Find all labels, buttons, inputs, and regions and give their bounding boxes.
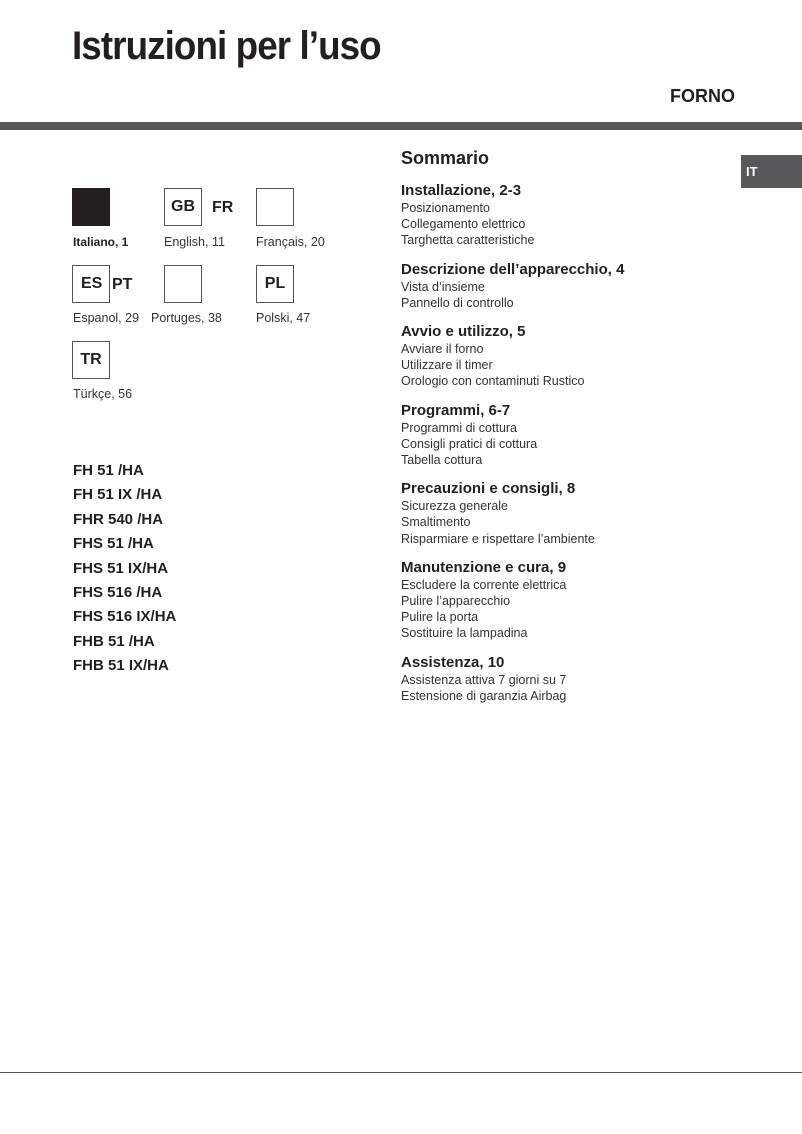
- model-item: FHS 51 IX/HA: [73, 559, 169, 577]
- toc-item: Tabella cottura: [401, 453, 483, 468]
- spanish-label: Espanol, 29: [73, 311, 140, 325]
- empty-box: [164, 265, 202, 303]
- model-item: FH 51 IX /HA: [73, 486, 163, 504]
- toc-section-heading: Avvio e utilizzo, 5: [401, 323, 526, 341]
- model-item: FH 51 /HA: [73, 462, 144, 479]
- model-item: FHS 51 /HA: [73, 535, 154, 553]
- model-item: FHS 516 /HA: [73, 583, 163, 601]
- toc-section: [401, 323, 731, 390]
- polish-label: Polski, 47: [256, 311, 311, 325]
- toc-item: Orologio con contaminuti Rustico: [401, 374, 585, 389]
- pl-box: PL: [256, 265, 294, 303]
- toc-section: [401, 402, 731, 469]
- pt-code: PT: [112, 276, 133, 293]
- footer-divider: [0, 1072, 802, 1073]
- portuguese-label: Portuges, 38: [151, 311, 222, 325]
- gb-box: GB: [164, 188, 202, 226]
- toc-section-heading: Precauzioni e consigli, 8: [401, 480, 576, 498]
- model-item: FHB 51 IX/HA: [73, 657, 169, 675]
- toc-item: Pannello di controllo: [401, 295, 514, 310]
- toc-item: Avviare il forno: [401, 342, 484, 357]
- toc-section: [401, 654, 731, 704]
- toc-item: Collegamento elettrico: [401, 217, 526, 232]
- toc-section: [401, 559, 731, 642]
- toc-section-heading: Assistenza, 10: [401, 653, 505, 671]
- page-title: Istruzioni per l’uso: [72, 24, 381, 68]
- toc-item: Assistenza attiva 7 giorni su 7: [401, 672, 567, 687]
- product-name: FORNO: [670, 86, 735, 106]
- empty-box: [256, 188, 294, 226]
- header-divider: [0, 122, 802, 130]
- toc-title: Sommario: [401, 148, 490, 168]
- model-list: [73, 462, 176, 682]
- es-box: ES: [72, 265, 110, 303]
- toc-item: Pulire l’apparecchio: [401, 594, 511, 609]
- toc-item: Posizionamento: [401, 201, 490, 215]
- toc-item: Programmi di cottura: [401, 420, 518, 435]
- turkish-label: Türkçe, 56: [73, 387, 133, 401]
- model-item: FHS 516 IX/HA: [73, 608, 177, 626]
- italian-label: Italiano, 1: [73, 235, 129, 249]
- toc-item: Risparmiare e rispettare l’ambiente: [401, 531, 595, 546]
- toc-section: [401, 182, 731, 249]
- toc-section-heading: Installazione, 2-3: [401, 182, 522, 199]
- toc-item: Estensione di garanzia Airbag: [401, 688, 567, 703]
- tr-box: TR: [72, 341, 110, 379]
- toc-item: Targhetta caratteristiche: [401, 233, 535, 248]
- toc-item: Sostituire la lampadina: [401, 626, 528, 641]
- model-item: FHB 51 /HA: [73, 632, 155, 650]
- toc-item: Consigli pratici di cottura: [401, 436, 538, 451]
- italian-flag-box: [72, 188, 110, 226]
- toc-item: Pulire la porta: [401, 610, 479, 625]
- toc-item: Smaltimento: [401, 515, 471, 530]
- french-label: Français, 20: [256, 235, 325, 249]
- table-of-contents: [401, 148, 731, 716]
- toc-item: Utilizzare il timer: [401, 358, 493, 373]
- toc-item: Sicurezza generale: [401, 499, 509, 514]
- toc-item: Vista d’insieme: [401, 279, 485, 294]
- fr-code: FR: [212, 199, 234, 216]
- toc-section-heading: Descrizione dell’apparecchio, 4: [401, 260, 625, 278]
- toc-section-heading: Programmi, 6-7: [401, 401, 511, 419]
- english-label: English, 11: [164, 235, 225, 249]
- toc-item: Escludere la corrente elettrica: [401, 577, 567, 592]
- toc-section-heading: Manutenzione e cura, 9: [401, 558, 567, 576]
- toc-section: [401, 261, 731, 311]
- language-tab: IT: [741, 155, 802, 188]
- model-item: FHR 540 /HA: [73, 510, 164, 528]
- toc-section: [401, 480, 731, 547]
